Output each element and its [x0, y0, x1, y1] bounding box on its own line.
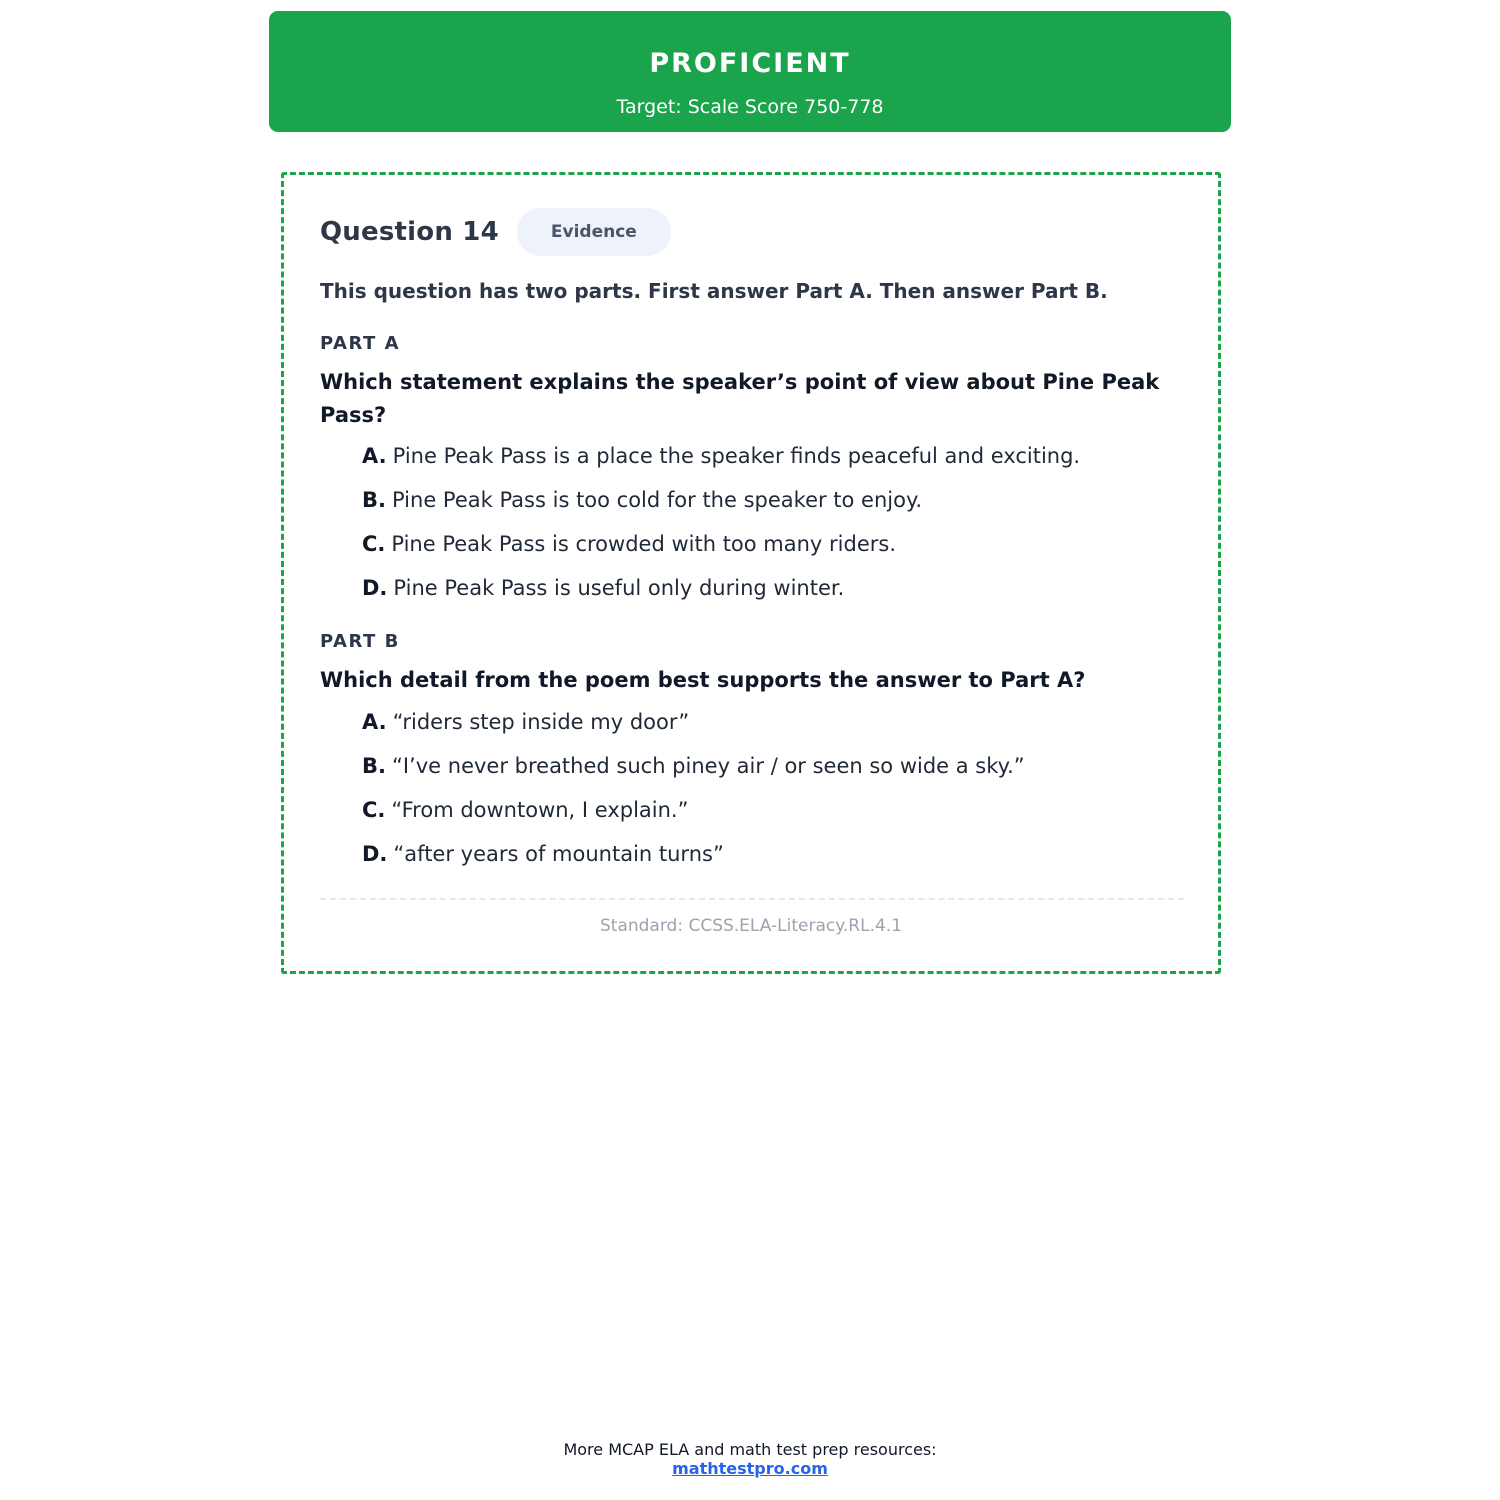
option-letter: C. — [362, 532, 386, 556]
answer-option[interactable] — [362, 796, 1182, 840]
answer-option[interactable] — [362, 486, 1182, 530]
option-text: Pine Peak Pass is crowded with too many riders. — [391, 532, 897, 556]
option-letter: A. — [362, 444, 387, 468]
category-badge: Evidence — [517, 208, 671, 256]
option-text: “after years of mountain turns” — [393, 842, 724, 866]
answer-option[interactable] — [362, 840, 1182, 884]
level-title: PROFICIENT — [649, 48, 851, 79]
part-a-prompt: Which statement explains the speaker’s point of view about Pine Peak Pass? — [320, 370, 1160, 427]
option-text: “riders step inside my door” — [392, 710, 690, 734]
question-header — [320, 207, 671, 257]
standard-label: Standard: CCSS.ELA-Literacy.RL.4.1 — [599, 916, 903, 936]
option-text: Pine Peak Pass is too cold for the speaker to enjoy. — [391, 488, 923, 512]
part-b-label: PART B — [320, 631, 400, 652]
option-letter: B. — [362, 488, 386, 512]
answer-option[interactable] — [362, 574, 1182, 618]
level-banner — [269, 11, 1231, 132]
part-a-options — [362, 442, 1182, 618]
question-intro: This question has two parts. First answer Part A. Then answer Part B. — [320, 279, 1108, 303]
answer-option[interactable] — [362, 442, 1182, 486]
divider — [320, 898, 1184, 900]
resource-link[interactable]: mathtestpro.com — [672, 1459, 828, 1478]
answer-option[interactable] — [362, 708, 1182, 752]
footer-text: More MCAP ELA and math test prep resources: — [563, 1440, 937, 1459]
part-a-label: PART A — [320, 333, 400, 354]
option-letter: A. — [362, 710, 387, 734]
footer — [0, 1440, 1500, 1478]
option-text: Pine Peak Pass is useful only during winter. — [393, 576, 845, 600]
answer-option[interactable] — [362, 530, 1182, 574]
question-title: Question 14 — [320, 217, 499, 247]
option-text: “From downtown, I explain.” — [391, 798, 689, 822]
option-text: “I’ve never breathed such piney air / or seen so wide a sky.” — [391, 754, 1025, 778]
target-score: Target: Scale Score 750-778 — [616, 96, 884, 118]
option-letter: D. — [362, 842, 388, 866]
part-b-options — [362, 708, 1182, 884]
answer-option[interactable] — [362, 752, 1182, 796]
option-text: Pine Peak Pass is a place the speaker finds peaceful and exciting. — [392, 444, 1081, 468]
option-letter: B. — [362, 754, 386, 778]
option-letter: D. — [362, 576, 388, 600]
option-letter: C. — [362, 798, 386, 822]
part-b-prompt: Which detail from the poem best supports the answer to Part A? — [320, 668, 1086, 692]
question-card — [281, 172, 1221, 974]
